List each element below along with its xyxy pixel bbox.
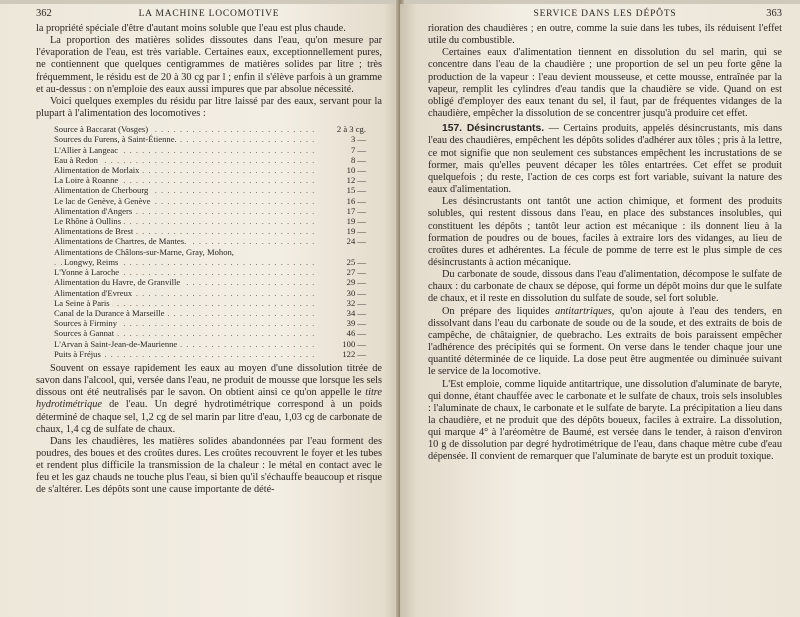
right-paragraph-5: Du carbonate de soude, dissous dans l'eau d'alimentation, décompose le sulfate de chaux : du carbonate de chaux se dépose, qui forme un dépôt moins dur que le sulfate de chaux, et il reste en dissolution du sulfate de soude, sel fort soluble. [428,269,782,305]
residue-source-name [54,226,314,236]
left-running-head [36,8,382,19]
residue-source-text: La Seine à Paris [54,297,110,308]
residue-source-name [54,247,314,257]
left-paragraph-4-term: titre hydrotimétrique [36,387,382,411]
left-running-title: LA MACHINE LOCOMOTIVE [138,9,280,19]
residue-source-text: Source à Baccarat (Vosges) [54,124,149,135]
residue-source-name [54,257,314,267]
residue-source-name [54,328,314,338]
left-page [0,4,400,617]
residue-source-name [54,165,314,175]
residue-source-name [54,175,314,185]
residue-value: 15 — [346,185,366,196]
residue-value: 46 — [346,328,366,339]
residue-source-text: Alimentations de Brest [54,226,134,237]
residue-source-name [54,236,314,246]
right-paragraph-4: Les désincrustants ont tantôt une action chimique, et forment des produits solubles, qui restent dissous dans l'eau, en place des substances insolubles, qui constituent les dépôts ; tantôt leur action est mécanique : ils donnent lieu à la formation de poudres ou de boues, faciles à extraire lors des vidanges, au lieu de croûtes dures et adhérentes. La fécule de pomme de terre est le plus simple de ces désincrustants à action mécanique. [428,196,782,268]
right-paragraph-6-b: , qu'on ajoute à l'eau des tenders, en dissolvant dans l'eau du carbonate de soude ou de la soude, et des extraits de bois de campêche, de châtaignier, de quebracho. Les extraits de bois paraissent empêcher l'adhérence des précipités qui se forment. On verse dans le tender chaque jour une quantité déterminée de ce liquide. La dose peut être augmentée ou diminuée suivant le service de la locomotive. [428,305,782,378]
section-heading: 157. Désincrustants. [442,123,545,135]
residue-value: 100 — [342,338,366,349]
residue-source-text: Alimentations de Chartres, de Mantes. [54,236,187,247]
residue-source-name [54,145,314,155]
residue-value: 17 — [346,205,366,216]
right-paragraph-1: rioration des chaudières ; en outre, comme la suie dans les tubes, ils réduisent l'effet utile du combustible. [428,23,782,47]
right-running-head [428,8,782,19]
left-paragraph-5: Dans les chaudières, les matières solides abandonnées par l'eau forment des poudres, des boues et des croûtes dures. Les croûtes recouvrent le foyer et les tubes et rendent plus difficile la transmission de la chaleur : le métal en contact avec le feu et les gaz chauds ne touche plus l'eau, si bien qu'il s'échauffe beaucoup et risque de s'altérer. Les dépôts sont une cause importante de dété- [36,435,382,496]
residue-table-row [54,308,366,318]
residue-table-row [54,206,366,216]
residue-source-text: L'Allier à Langeac [54,144,119,155]
right-page [400,4,800,617]
left-paragraph-1: la propriété spéciale d'être d'autant moins soluble que l'eau est plus chaude. [36,23,346,34]
residue-source-name [54,216,314,226]
residue-source-text: Alimentations de Châlons-sur-Marne, Gray, Mohon, [54,246,234,257]
residue-source-name [54,318,314,328]
residue-value: 7 — [350,144,366,155]
residue-value: 3 — [350,134,366,145]
residue-value: 29 — [346,277,366,288]
residue-source-name [54,349,314,359]
residue-table-row [54,288,366,298]
residue-table-row [54,226,366,236]
residue-table-row [54,328,366,338]
residue-source-name [54,196,314,206]
residue-table-row [54,216,366,226]
residue-source-text: L'Yonne à Laroche [54,267,120,278]
residue-value: 19 — [346,216,366,227]
residue-source-text: Sources du Furens, à Saint-Étienne. [54,134,177,145]
right-running-title: SERVICE DANS LES DÉPÔTS [533,9,677,19]
residue-table-row [54,247,366,257]
residue-value: 122 — [342,348,366,359]
residue-table-row [54,236,366,246]
residue-table-row [54,175,366,185]
residue-table-row [54,339,366,349]
residue-source-text: Alimentation du Havre, de Granville [54,277,181,288]
right-paragraph-7: L'Est emploie, comme liquide antitartrique, une dissolution d'aluminate de baryte, qui donne, étant chauffée avec le carbonate et le sulfate de chaux, trois sels insolubles : l'aluminate de chaux, le carbonate et le sulfate de baryte. La précipitation a lieu dans la chaudière, et ne produit que des dépôts boueux, faciles à extraire. La dissolution, qui marque 4° à l'aréomètre de Baumé, est versée dans le tender, à raison d'environ 10 g de dissolution par degré hydrotimétrique de l'eau, dans chaque mètre cube d'eau dépensée. Il convient de remarquer que l'aluminate de baryte est un produit toxique. [428,378,782,463]
residue-value: 10 — [346,165,366,176]
left-page-number: 362 [36,8,52,19]
residue-source-text: Sources à Gannat [54,328,115,339]
residue-table-row [54,134,366,144]
right-paragraph-3-text: — Certains produits, appelés désincrustants, mis dans l'eau des chaudières, empêchent les dépôts solides d'adhérer aux tôles ; pris à la lettre, ce mot signifie que non seulement ces substances empêchent les incrustations de se former, mais qu'elles peuvent décaper les tôles entartrées. Cet effet se produit quelquefois ; du reste, l'action de ces corps est fort variable, suivant la nature des eaux d'alimentation. [428,123,782,196]
residue-source-name [54,185,314,195]
residue-value: 27 — [346,267,366,278]
residue-value: 19 — [346,226,366,237]
residue-value: 25 — [346,256,366,267]
residue-value: 32 — [346,297,366,308]
residue-value: 8 — [350,154,366,165]
residue-value: 12 — [346,175,366,186]
left-paragraph-2: La proportion des matières solides dissoutes dans l'eau, qu'on mesure par l'évaporation de l'eau, est très variable. Certaines eaux, exceptionnellement pures, ne contiennent que quelques centigrammes de matières solides par litre ; très fréquemment, le résidu est de 20 à 30 cg par l ; enfin il s'élève parfois à un gramme et au-dessus : on n'emploie des eaux aussi impures que par absolue nécessité. [36,35,382,95]
residue-value: 34 — [346,307,366,318]
residue-table-row [54,298,366,308]
residue-source-text: Alimentation d'Angers [54,205,133,216]
residue-source-name [54,277,314,287]
residue-source-name [54,124,314,134]
residue-table-row [54,165,366,175]
residue-source-text: Eau à Redon [54,154,98,165]
left-paragraph-4 [36,363,382,436]
residue-source-text: Le lac de Genève, à Genève [54,195,151,206]
residue-source-name [54,288,314,298]
residue-source-name [54,267,314,277]
residue-table-row [54,185,366,195]
right-page-number: 363 [766,8,782,19]
residue-source-name [54,298,314,308]
residue-source-name [54,206,314,216]
residue-source-text: Alimentation d'Evreux [54,287,133,298]
residue-value: 16 — [346,195,366,206]
right-paragraph-6-term: antitartriques [555,305,612,317]
residue-source-text: La Loire à Roanne [54,175,119,186]
residue-source-text: Longwy, Reims [64,256,119,267]
right-paragraph-6-a: On prépare des liquides [442,305,556,317]
left-paragraph-4-b: de l'eau. Un degré hydrotimétrique correspond à un poids déterminé de chaque sel, 1,2 cg de sel marin par litre d'eau, 1,03 cg de carbonate de chaux, 1,4 cg de sulfate de chaux. [36,399,382,435]
residue-table-row [54,267,366,277]
residue-table [54,124,366,359]
residue-table-row [54,318,366,328]
residue-value: 2 à 3 cg. [336,124,366,135]
residue-table-row [54,124,366,134]
residue-table-row [54,145,366,155]
residue-source-text: Canal de la Durance à Marseille [54,307,165,318]
residue-source-text: Alimentation de Morlaix [54,165,140,176]
residue-table-row [54,155,366,165]
residue-table-row [54,196,366,206]
residue-source-name [54,155,314,165]
left-paragraph-3: Voici quelques exemples du résidu par litre laissé par des eaux, servant pour la plupart à l'alimentation des locomotives : [36,95,382,120]
residue-source-text: Le Rhône à Oullins [54,216,122,227]
residue-source-name [54,339,314,349]
residue-table-row [54,277,366,287]
residue-value: 24 — [346,236,366,247]
residue-value: 30 — [346,287,366,298]
residue-table-row [54,257,366,267]
residue-source-text: Sources à Firminy [54,318,118,329]
right-paragraph-3 [428,123,782,196]
residue-table-row [54,349,366,359]
left-paragraph-4-a: Souvent on essaye rapidement les eaux au moyen d'une dissolution titrée de savon dans l'alcool, qui, versée dans l'eau, ne produit de mousse que lorsque les sels dissous ont été neutralisés par le savon. On obtient ainsi ce qu'on appelle le [36,362,383,399]
right-paragraph-6 [428,306,782,379]
residue-source-name [54,134,314,144]
residue-source-name [54,308,314,318]
residue-source-text: Puits à Fréjus [54,348,101,359]
residue-source-text: L'Arvan à Saint-Jean-de-Maurienne [54,338,178,349]
residue-value: 39 — [346,318,366,329]
residue-source-text: Alimentation de Cherbourg [54,185,149,196]
right-paragraph-2: Certaines eaux d'alimentation tiennent en dissolution du sel marin, qui se concentre dans l'eau de la chaudière ; une proportion de sel un peu forte gêne la production de la vapeur : l'eau devient mousseuse, et cette mousse, entraînée par la vapeur, remplit les cylindres d'eau tandis que la chaudière se vide. Quand on est obligé d'employer des eaux tenant du sel, il faut, par de fréquentes vidanges de la chaudière, empêcher la dissolution de se concentrer jusqu'à produire cet effet. [428,47,782,120]
